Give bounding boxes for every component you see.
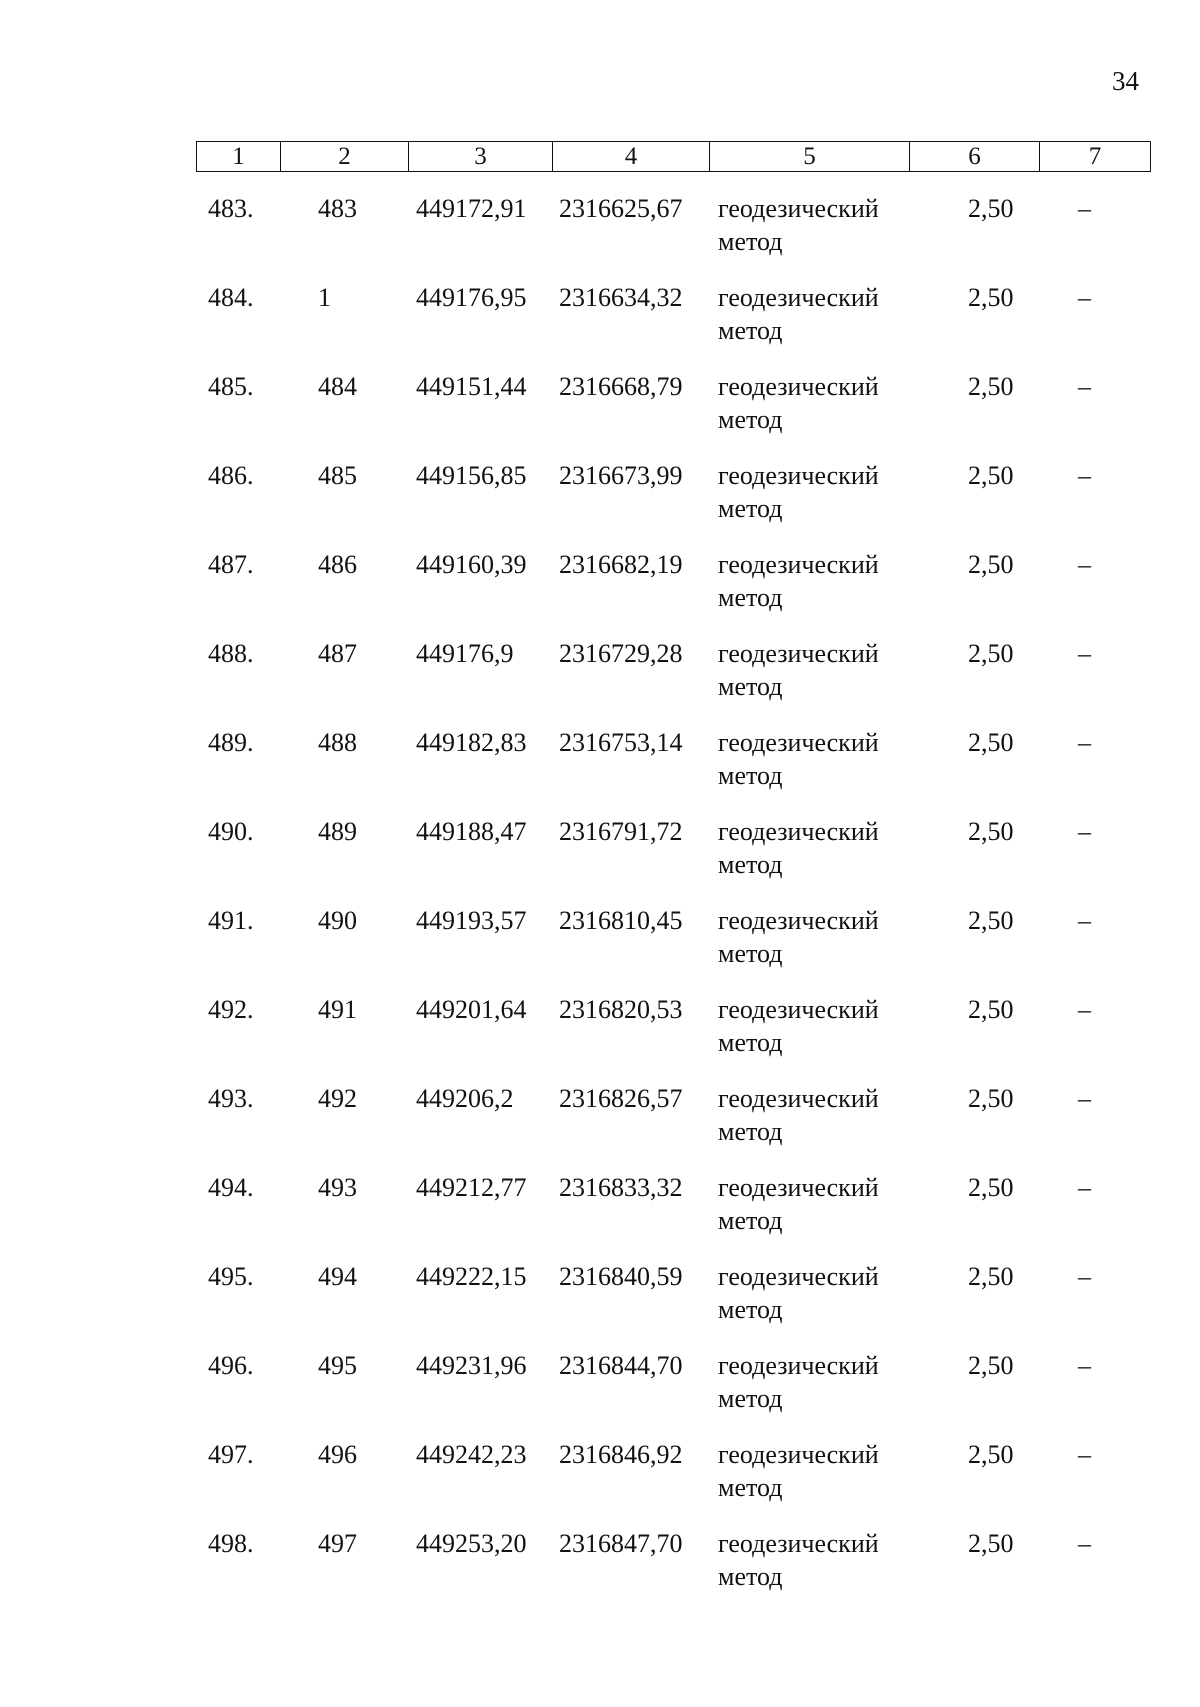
method-line-1: геодезический [718, 283, 879, 312]
accuracy-value: 2,50 [968, 550, 1014, 579]
coordinate-x: 449253,20 [416, 1529, 527, 1558]
row-number: 484. [208, 283, 254, 312]
point-number: 487 [318, 639, 357, 668]
column-header-4: 4 [553, 142, 710, 171]
method-line-1: геодезический [718, 372, 879, 401]
method-line-2: метод [718, 227, 783, 256]
method-line-1: геодезический [718, 461, 879, 490]
note-dash: – [1078, 1262, 1091, 1291]
point-number: 495 [318, 1351, 357, 1380]
note-dash: – [1078, 1351, 1091, 1380]
table-row [0, 726, 1200, 815]
row-number: 485. [208, 372, 254, 401]
point-number: 492 [318, 1084, 357, 1113]
note-dash: – [1078, 461, 1091, 490]
method-line-2: метод [718, 1562, 783, 1591]
note-dash: – [1078, 550, 1091, 579]
coordinate-y: 2316826,57 [559, 1084, 683, 1113]
row-number: 493. [208, 1084, 254, 1113]
row-number: 496. [208, 1351, 254, 1380]
coordinate-y: 2316833,32 [559, 1173, 683, 1202]
point-number: 489 [318, 817, 357, 846]
accuracy-value: 2,50 [968, 1084, 1014, 1113]
note-dash: – [1078, 639, 1091, 668]
coordinate-x: 449176,9 [416, 639, 514, 668]
accuracy-value: 2,50 [968, 194, 1014, 223]
point-number: 484 [318, 372, 357, 401]
accuracy-value: 2,50 [968, 372, 1014, 401]
table-row [0, 815, 1200, 904]
coordinate-y: 2316840,59 [559, 1262, 683, 1291]
accuracy-value: 2,50 [968, 1173, 1014, 1202]
method-line-2: метод [718, 405, 783, 434]
table-row [0, 281, 1200, 370]
table-row [0, 1171, 1200, 1260]
coordinate-x: 449231,96 [416, 1351, 527, 1380]
method-line-1: геодезический [718, 1084, 879, 1113]
column-header-6: 6 [910, 142, 1040, 171]
method-line-1: геодезический [718, 639, 879, 668]
accuracy-value: 2,50 [968, 1440, 1014, 1469]
coordinate-x: 449176,95 [416, 283, 527, 312]
note-dash: – [1078, 1529, 1091, 1558]
row-number: 489. [208, 728, 254, 757]
method-line-1: геодезический [718, 1529, 879, 1558]
coordinate-x: 449222,15 [416, 1262, 527, 1291]
row-number: 495. [208, 1262, 254, 1291]
method-line-2: метод [718, 850, 783, 879]
point-number: 483 [318, 194, 357, 223]
coordinate-x: 449193,57 [416, 906, 527, 935]
coordinate-y: 2316810,45 [559, 906, 683, 935]
coordinate-x: 449212,77 [416, 1173, 527, 1202]
row-number: 498. [208, 1529, 254, 1558]
method-line-2: метод [718, 1028, 783, 1057]
accuracy-value: 2,50 [968, 995, 1014, 1024]
method-line-2: метод [718, 1473, 783, 1502]
table-row [0, 1349, 1200, 1438]
table-row [0, 1260, 1200, 1349]
point-number: 488 [318, 728, 357, 757]
method-line-2: метод [718, 939, 783, 968]
coordinate-y: 2316729,28 [559, 639, 683, 668]
method-line-1: геодезический [718, 728, 879, 757]
point-number: 494 [318, 1262, 357, 1291]
accuracy-value: 2,50 [968, 283, 1014, 312]
method-line-2: метод [718, 1117, 783, 1146]
table-row [0, 1527, 1200, 1616]
row-number: 491. [208, 906, 254, 935]
coordinate-x: 449172,91 [416, 194, 527, 223]
column-header-3: 3 [409, 142, 553, 171]
note-dash: – [1078, 906, 1091, 935]
note-dash: – [1078, 1173, 1091, 1202]
method-line-1: геодезический [718, 550, 879, 579]
accuracy-value: 2,50 [968, 817, 1014, 846]
point-number: 496 [318, 1440, 357, 1469]
accuracy-value: 2,50 [968, 1351, 1014, 1380]
table-row [0, 370, 1200, 459]
coordinate-y: 2316791,72 [559, 817, 683, 846]
coordinate-y: 2316753,14 [559, 728, 683, 757]
row-number: 490. [208, 817, 254, 846]
note-dash: – [1078, 728, 1091, 757]
coordinate-x: 449206,2 [416, 1084, 514, 1113]
coordinates-table-body [0, 192, 1200, 1616]
accuracy-value: 2,50 [968, 728, 1014, 757]
coordinate-x: 449201,64 [416, 995, 527, 1024]
table-row [0, 1438, 1200, 1527]
method-line-1: геодезический [718, 1440, 879, 1469]
coordinate-x: 449160,39 [416, 550, 527, 579]
table-row [0, 192, 1200, 281]
coordinate-x: 449156,85 [416, 461, 527, 490]
note-dash: – [1078, 817, 1091, 846]
method-line-2: метод [718, 494, 783, 523]
method-line-1: геодезический [718, 1351, 879, 1380]
method-line-2: метод [718, 672, 783, 701]
coordinate-y: 2316625,67 [559, 194, 683, 223]
note-dash: – [1078, 995, 1091, 1024]
point-number: 486 [318, 550, 357, 579]
accuracy-value: 2,50 [968, 639, 1014, 668]
coordinate-x: 449182,83 [416, 728, 527, 757]
note-dash: – [1078, 194, 1091, 223]
method-line-1: геодезический [718, 906, 879, 935]
coordinate-y: 2316820,53 [559, 995, 683, 1024]
table-row [0, 904, 1200, 993]
row-number: 497. [208, 1440, 254, 1469]
method-line-2: метод [718, 1295, 783, 1324]
method-line-1: геодезический [718, 194, 879, 223]
coordinate-y: 2316847,70 [559, 1529, 683, 1558]
row-number: 488. [208, 639, 254, 668]
page-number: 34 [1112, 66, 1139, 96]
note-dash: – [1078, 1440, 1091, 1469]
coordinate-y: 2316634,32 [559, 283, 683, 312]
column-number-header [196, 141, 1151, 172]
accuracy-value: 2,50 [968, 1262, 1014, 1291]
row-number: 492. [208, 995, 254, 1024]
row-number: 487. [208, 550, 254, 579]
column-header-5: 5 [710, 142, 910, 171]
accuracy-value: 2,50 [968, 461, 1014, 490]
accuracy-value: 2,50 [968, 906, 1014, 935]
method-line-2: метод [718, 316, 783, 345]
method-line-2: метод [718, 1206, 783, 1235]
point-number: 497 [318, 1529, 357, 1558]
table-row [0, 993, 1200, 1082]
coordinate-y: 2316682,19 [559, 550, 683, 579]
table-row [0, 637, 1200, 726]
method-line-1: геодезический [718, 1173, 879, 1202]
point-number: 490 [318, 906, 357, 935]
point-number: 493 [318, 1173, 357, 1202]
coordinate-y: 2316846,92 [559, 1440, 683, 1469]
row-number: 494. [208, 1173, 254, 1202]
table-row [0, 548, 1200, 637]
method-line-1: геодезический [718, 1262, 879, 1291]
accuracy-value: 2,50 [968, 1529, 1014, 1558]
coordinate-y: 2316844,70 [559, 1351, 683, 1380]
coordinate-y: 2316673,99 [559, 461, 683, 490]
method-line-2: метод [718, 583, 783, 612]
note-dash: – [1078, 283, 1091, 312]
point-number: 491 [318, 995, 357, 1024]
coordinate-y: 2316668,79 [559, 372, 683, 401]
point-number: 1 [318, 283, 331, 312]
column-header-2: 2 [281, 142, 409, 171]
note-dash: – [1078, 1084, 1091, 1113]
method-line-1: геодезический [718, 817, 879, 846]
coordinate-x: 449242,23 [416, 1440, 527, 1469]
point-number: 485 [318, 461, 357, 490]
table-row [0, 459, 1200, 548]
method-line-1: геодезический [718, 995, 879, 1024]
method-line-2: метод [718, 1384, 783, 1413]
row-number: 486. [208, 461, 254, 490]
coordinate-x: 449188,47 [416, 817, 527, 846]
column-header-7: 7 [1088, 143, 1102, 170]
method-line-2: метод [718, 761, 783, 790]
row-number: 483. [208, 194, 254, 223]
note-dash: – [1078, 372, 1091, 401]
coordinate-x: 449151,44 [416, 372, 527, 401]
column-header-1: 1 [197, 142, 281, 171]
table-row [0, 1082, 1200, 1171]
